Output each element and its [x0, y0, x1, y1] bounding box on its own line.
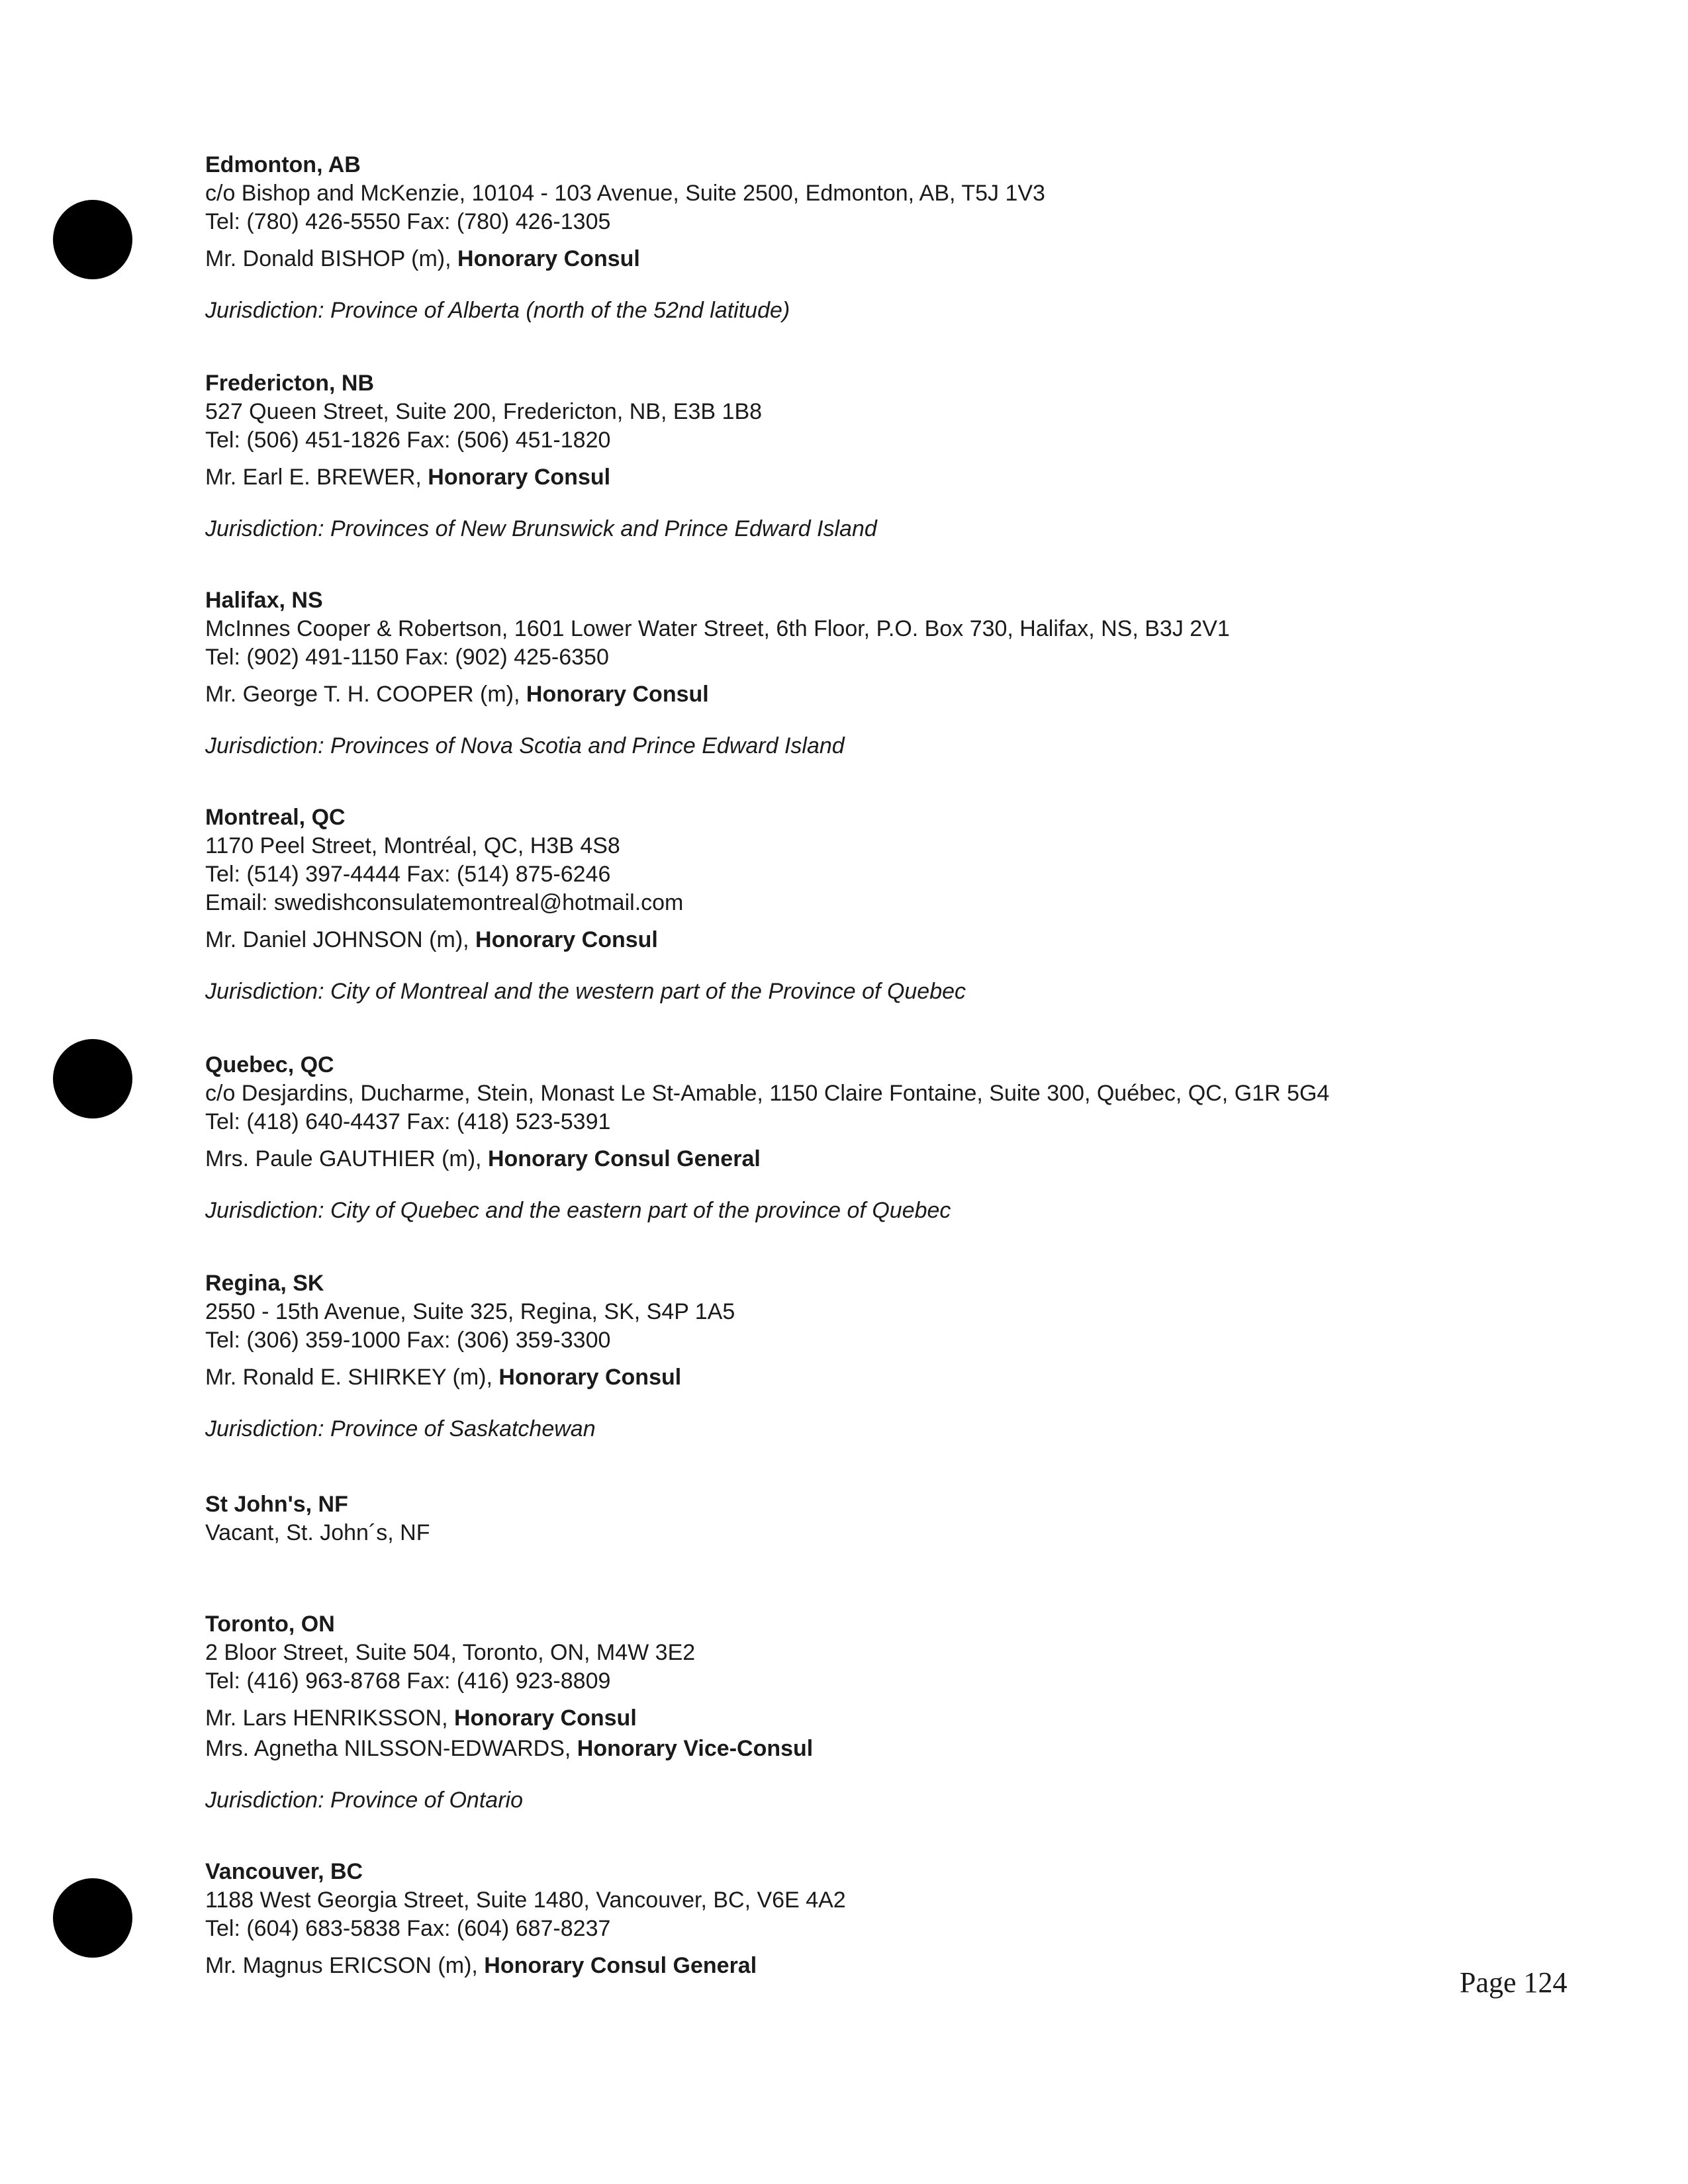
phone-line: Tel: (514) 397-4444 Fax: (514) 875-6246: [205, 862, 611, 887]
consul-name: Mrs. Paule GAUTHIER (m),: [205, 1146, 488, 1171]
email-line: Email: swedishconsulatemontreal@hotmail.com: [205, 890, 684, 915]
consul-title: Honorary Consul General: [487, 1146, 761, 1171]
jurisdiction-line: Jurisdiction: Provinces of New Brunswick and Prince Edward Island: [205, 516, 877, 541]
punch-hole: [53, 200, 132, 279]
city-heading: Fredericton, NB: [205, 371, 375, 396]
consul-line: [205, 462, 1529, 492]
consul-line: [205, 1362, 1529, 1392]
jurisdiction-line: Jurisdiction: Provinces of Nova Scotia and Prince Edward Island: [205, 733, 845, 758]
consulate-entry-st-johns: [205, 1490, 1529, 1547]
consul-name: Mr. George T. H. COOPER (m),: [205, 682, 526, 707]
consulate-entry-halifax: [205, 586, 1529, 760]
consul-line: [205, 1703, 1529, 1733]
consulate-entry-regina: [205, 1269, 1529, 1443]
consul-name: Mr. Ronald E. SHIRKEY (m),: [205, 1365, 499, 1390]
consul-name: Mr. Earl E. BREWER,: [205, 465, 428, 490]
consul-line: [205, 1144, 1529, 1174]
phone-line: Tel: (604) 683-5838 Fax: (604) 687-8237: [205, 1916, 611, 1941]
address-line: Vacant, St. John´s, NF: [205, 1520, 430, 1545]
city-heading: Vancouver, BC: [205, 1859, 363, 1884]
consul-line: [205, 679, 1529, 709]
consul-title: Honorary Consul: [498, 1365, 682, 1390]
phone-line: Tel: (306) 359-1000 Fax: (306) 359-3300: [205, 1328, 611, 1353]
jurisdiction-line: Jurisdiction: Province of Saskatchewan: [205, 1416, 596, 1441]
address-line: McInnes Cooper & Robertson, 1601 Lower Water Street, 6th Floor, P.O. Box 730, Halifax, NS, B3J 2V1: [205, 616, 1230, 641]
phone-line: Tel: (780) 426-5550 Fax: (780) 426-1305: [205, 209, 611, 234]
consul-name: Mr. Donald BISHOP (m),: [205, 246, 458, 271]
address-line: 2 Bloor Street, Suite 504, Toronto, ON, M4W 3E2: [205, 1640, 696, 1665]
phone-line: Tel: (418) 640-4437 Fax: (418) 523-5391: [205, 1109, 611, 1134]
consulate-entry-quebec: [205, 1051, 1529, 1225]
phone-line: Tel: (902) 491-1150 Fax: (902) 425-6350: [205, 645, 609, 670]
jurisdiction-line: Jurisdiction: Province of Ontario: [205, 1788, 523, 1813]
consulate-entry-montreal: [205, 803, 1529, 1006]
address-line: c/o Desjardins, Ducharme, Stein, Monast Le St-Amable, 1150 Claire Fontaine, Suite 300, Québec, QC, G1R 5G4: [205, 1081, 1330, 1106]
consul-line: [205, 925, 1529, 955]
address-line: 1188 West Georgia Street, Suite 1480, Vancouver, BC, V6E 4A2: [205, 1888, 846, 1913]
jurisdiction-line: Jurisdiction: Province of Alberta (north of the 52nd latitude): [205, 298, 790, 323]
city-heading: Montreal, QC: [205, 805, 346, 830]
jurisdiction-line: Jurisdiction: City of Quebec and the eastern part of the province of Quebec: [205, 1198, 951, 1223]
phone-line: Tel: (416) 963-8768 Fax: (416) 923-8809: [205, 1668, 611, 1694]
consul-title: Honorary Consul: [526, 682, 709, 707]
punch-hole: [53, 1039, 132, 1118]
jurisdiction-line: Jurisdiction: City of Montreal and the western part of the Province of Quebec: [205, 979, 966, 1004]
consul-title: Honorary Consul: [453, 1706, 637, 1731]
city-heading: Halifax, NS: [205, 588, 323, 613]
consul-title: Honorary Consul: [475, 927, 658, 952]
address-line: 1170 Peel Street, Montréal, QC, H3B 4S8: [205, 833, 620, 858]
city-heading: Regina, SK: [205, 1271, 324, 1296]
consulate-entry-toronto: [205, 1610, 1529, 1815]
consul-title: Honorary Consul: [428, 465, 611, 490]
city-heading: Edmonton, AB: [205, 152, 361, 177]
consul-title: Honorary Consul: [457, 246, 640, 271]
consul-line: [205, 1950, 1529, 1981]
city-heading: Quebec, QC: [205, 1052, 334, 1077]
address-line: 2550 - 15th Avenue, Suite 325, Regina, SK, S4P 1A5: [205, 1299, 735, 1324]
address-line: c/o Bishop and McKenzie, 10104 - 103 Avenue, Suite 2500, Edmonton, AB, T5J 1V3: [205, 181, 1045, 206]
consul-name: Mr. Magnus ERICSON (m),: [205, 1953, 485, 1978]
consul-name: Mr. Daniel JOHNSON (m),: [205, 927, 476, 952]
consulate-entry-fredericton: [205, 369, 1529, 543]
consul-name: Mrs. Agnetha NILSSON-EDWARDS,: [205, 1736, 577, 1761]
vice-consul-line: [205, 1733, 1529, 1764]
consul-title: Honorary Consul General: [484, 1953, 757, 1978]
address-line: 527 Queen Street, Suite 200, Fredericton, NB, E3B 1B8: [205, 399, 763, 424]
consulate-entry-edmonton: [205, 151, 1529, 325]
city-heading: St John's, NF: [205, 1492, 348, 1517]
page-number: Page 124: [1460, 1966, 1568, 1999]
consulate-entry-vancouver: [205, 1858, 1529, 1981]
consul-title: Honorary Vice-Consul: [577, 1736, 814, 1761]
city-heading: Toronto, ON: [205, 1612, 335, 1637]
phone-line: Tel: (506) 451-1826 Fax: (506) 451-1820: [205, 428, 611, 453]
consul-line: [205, 244, 1529, 274]
consul-name: Mr. Lars HENRIKSSON,: [205, 1706, 454, 1731]
punch-hole: [53, 1878, 132, 1958]
